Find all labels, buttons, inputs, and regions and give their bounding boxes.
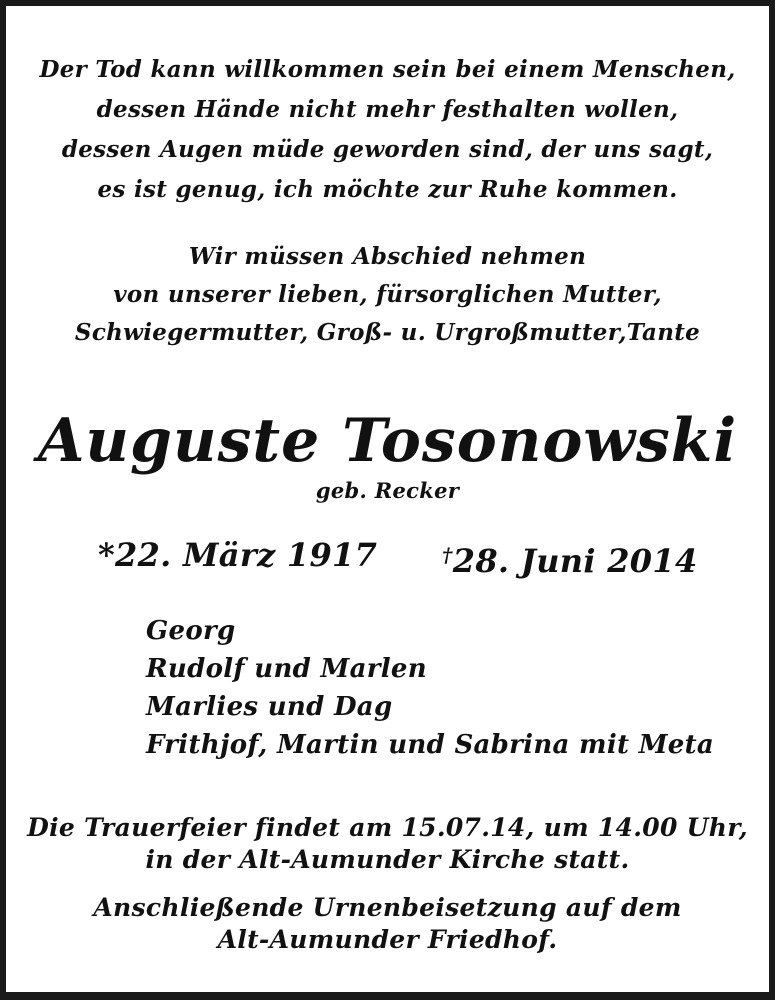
service-line: Die Trauerfeier findet am 15.07.14, um 14.00 Uhr, (27, 813, 748, 842)
birth-date-text: 22. März 1917 (115, 536, 378, 574)
deceased-name: Auguste Tosonowski (37, 406, 738, 476)
poem-line: dessen Augen müde geworden sind, der uns sagt, (61, 136, 714, 163)
cross-icon: † (442, 543, 453, 567)
mourner-entry: Georg (146, 616, 236, 646)
mourner-entry: Marlies und Dag (146, 692, 393, 722)
farewell-line: von unserer lieben, fürsorglichen Mutter, (113, 281, 662, 308)
mourner-entry: Frithjof, Martin und Sabrina mit Meta (146, 730, 715, 760)
farewell-block (0, 238, 775, 352)
death-date (442, 532, 698, 584)
mourners-list (146, 612, 714, 764)
poem-line: dessen Hände nicht mehr festhalten wollen, (96, 96, 679, 123)
birth-symbol: * (98, 536, 116, 574)
service-line: in der Alt-Aumunder Kirche statt. (145, 845, 630, 874)
burial-line: Anschließende Urnenbeisetzung auf dem (93, 893, 682, 922)
poem-block (0, 50, 775, 210)
farewell-line: Wir müssen Abschied nehmen (188, 243, 587, 270)
maiden-name: geb. Recker (315, 478, 460, 503)
birth-date (98, 532, 377, 578)
farewell-line: Schwiegermutter, Groß- u. Urgroßmutter,Tante (74, 319, 701, 346)
burial-line: Alt-Aumunder Friedhof. (217, 925, 558, 954)
death-date-text: 28. Juni 2014 (452, 542, 698, 580)
mourner-entry: Rudolf und Marlen (146, 654, 427, 684)
poem-line: es ist genug, ich möchte zur Ruhe kommen. (97, 176, 678, 203)
service-notice (0, 812, 775, 876)
poem-line: Der Tod kann willkommen sein bei einem Menschen, (39, 56, 736, 83)
burial-notice (0, 892, 775, 956)
